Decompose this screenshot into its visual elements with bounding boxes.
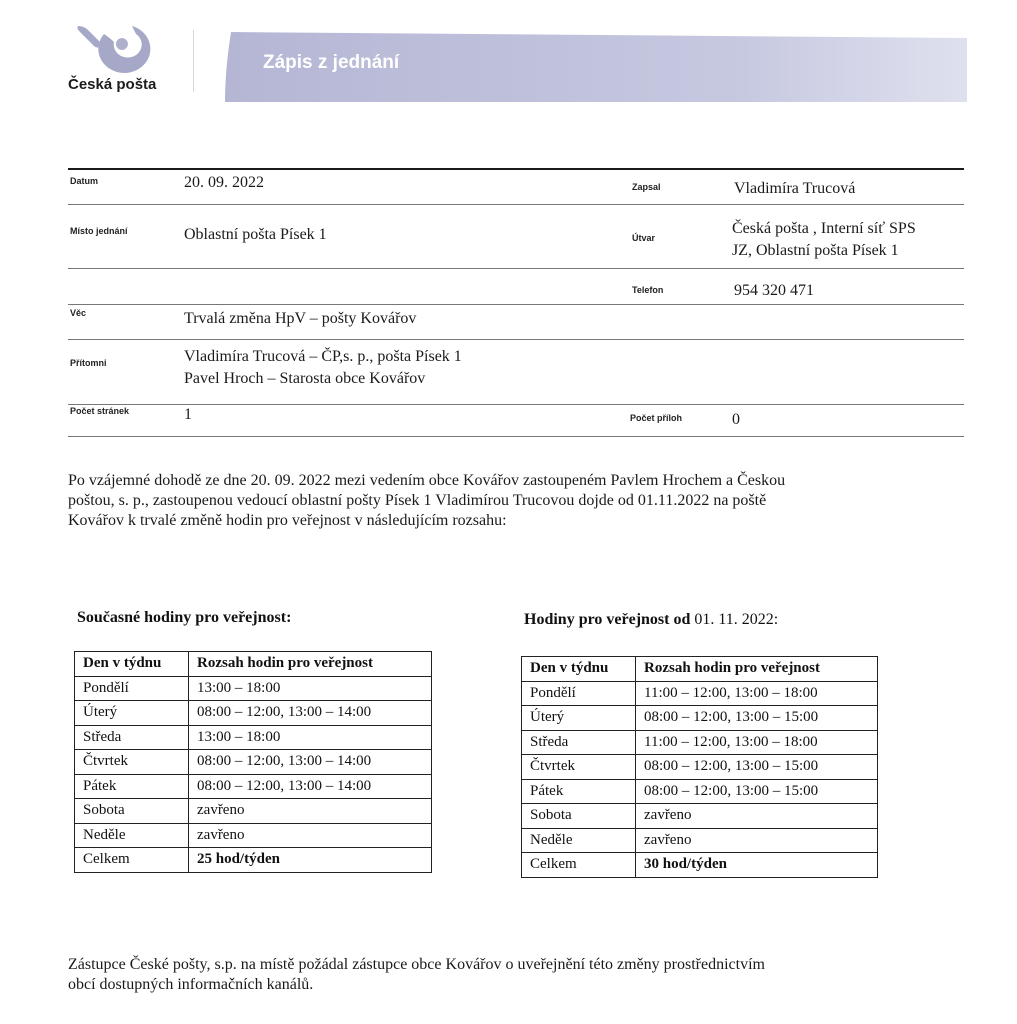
new-schedule-table xyxy=(521,656,878,878)
pocet-stranek-label: Počet stránek xyxy=(70,406,130,416)
info-row-divider xyxy=(68,339,964,340)
pocet-priloh-label: Počet příloh xyxy=(630,413,683,423)
header-divider xyxy=(193,30,194,92)
hours-cell: 13:00 – 18:00 xyxy=(189,676,432,701)
day-cell: Středa xyxy=(75,725,189,750)
day-cell: Pátek xyxy=(522,779,636,804)
day-cell: Pondělí xyxy=(75,676,189,701)
hours-cell: 08:00 – 12:00, 13:00 – 14:00 xyxy=(189,750,432,775)
datum-value: 20. 09. 2022 xyxy=(184,174,264,191)
hours-cell: zavřeno xyxy=(636,828,878,853)
col-day-header: Den v týdnu xyxy=(75,652,189,677)
day-cell: Úterý xyxy=(75,701,189,726)
utvar-value-line1: Česká pošta , Interní síť SPS xyxy=(732,220,916,237)
hours-cell: zavřeno xyxy=(189,823,432,848)
table-row xyxy=(75,676,432,701)
table-row xyxy=(75,823,432,848)
vec-label: Věc xyxy=(70,308,87,318)
hours-cell: 13:00 – 18:00 xyxy=(189,725,432,750)
intro-line: poštou, s. p., zastoupenou vedoucí oblastní pošty Písek 1 Vladimírou Trucovou dojde od 01.11.2022 na poště xyxy=(68,492,767,509)
table-row xyxy=(75,725,432,750)
current-schedule-title xyxy=(77,609,291,627)
day-cell: Úterý xyxy=(522,706,636,731)
col-hours-header: Rozsah hodin pro veřejnost xyxy=(636,657,878,682)
intro-paragraph xyxy=(68,471,964,531)
ceska-posta-logo xyxy=(66,24,176,104)
new-schedule-rows xyxy=(522,681,878,853)
hours-cell: zavřeno xyxy=(636,804,878,829)
total-row xyxy=(522,853,878,878)
info-row-divider xyxy=(68,304,964,305)
intro-line: Po vzájemné dohodě ze dne 20. 09. 2022 mezi vedením obce Kovářov zastoupeném Pavlem Hrochem a Českou xyxy=(68,472,786,489)
day-cell: Středa xyxy=(522,730,636,755)
table-header-row xyxy=(75,652,432,677)
current-schedule-title-text: Současné hodiny pro veřejnost: xyxy=(77,609,292,626)
table-row xyxy=(522,804,878,829)
telefon-label: Telefon xyxy=(632,285,664,295)
hours-cell: zavřeno xyxy=(189,799,432,824)
misto-label: Místo jednání xyxy=(70,226,128,236)
new-schedule-title-date: 01. 11. 2022: xyxy=(694,611,779,628)
current-schedule-table xyxy=(74,651,432,873)
day-cell: Neděle xyxy=(75,823,189,848)
hours-cell: 11:00 – 12:00, 13:00 – 18:00 xyxy=(636,681,878,706)
day-cell: Pondělí xyxy=(522,681,636,706)
info-row-divider xyxy=(68,268,964,269)
col-day-header: Den v týdnu xyxy=(522,657,636,682)
zapsal-value: Vladimíra Trucová xyxy=(734,180,856,197)
hours-cell: 08:00 – 12:00, 13:00 – 14:00 xyxy=(189,774,432,799)
table-row xyxy=(522,730,878,755)
total-row xyxy=(75,848,432,873)
day-cell: Pátek xyxy=(75,774,189,799)
hours-cell: 08:00 – 12:00, 13:00 – 15:00 xyxy=(636,755,878,780)
table-row xyxy=(75,799,432,824)
current-schedule-rows xyxy=(75,676,432,848)
hours-cell: 08:00 – 12:00, 13:00 – 15:00 xyxy=(636,779,878,804)
total-label: Celkem xyxy=(75,848,189,873)
day-cell: Sobota xyxy=(522,804,636,829)
day-cell: Sobota xyxy=(75,799,189,824)
utvar-value-line2: JZ, Oblastní pošta Písek 1 xyxy=(732,242,899,259)
closing-line: Zástupce České pošty, s.p. na místě požádal zástupce obce Kovářov o uveřejnění této změny prostřednictvím xyxy=(68,956,765,973)
info-row-divider xyxy=(68,436,964,437)
banner-title: Zápis z jednání xyxy=(263,52,400,73)
logo-text: Česká pošta xyxy=(68,76,157,93)
hours-cell: 08:00 – 12:00, 13:00 – 15:00 xyxy=(636,706,878,731)
total-value: 25 hod/týden xyxy=(189,848,432,873)
table-header-row xyxy=(522,657,878,682)
posthorn-logo-icon xyxy=(74,24,166,74)
pritomni-line1: Vladimíra Trucová – ČP,s. p., pošta Písek 1 xyxy=(184,348,462,365)
datum-label: Datum xyxy=(70,176,99,186)
table-row xyxy=(522,706,878,731)
title-banner xyxy=(225,32,967,102)
day-cell: Čtvrtek xyxy=(75,750,189,775)
total-label: Celkem xyxy=(522,853,636,878)
hours-cell: 11:00 – 12:00, 13:00 – 18:00 xyxy=(636,730,878,755)
day-cell: Čtvrtek xyxy=(522,755,636,780)
closing-line: obcí dostupných informačních kanálů. xyxy=(68,976,314,993)
utvar-label: Útvar xyxy=(632,233,656,243)
table-row xyxy=(522,681,878,706)
table-row xyxy=(522,779,878,804)
pritomni-line2: Pavel Hroch – Starosta obce Kovářov xyxy=(184,370,426,387)
zapsal-label: Zapsal xyxy=(632,182,661,192)
pocet-stranek-value: 1 xyxy=(184,406,192,423)
table-row xyxy=(75,701,432,726)
new-schedule-title-text: Hodiny pro veřejnost od xyxy=(524,611,691,628)
info-row-divider xyxy=(68,404,964,405)
info-row-divider xyxy=(68,204,964,205)
vec-value: Trvalá změna HpV – pošty Kovářov xyxy=(184,310,417,327)
table-row xyxy=(75,774,432,799)
table-row xyxy=(522,828,878,853)
hours-cell: 08:00 – 12:00, 13:00 – 14:00 xyxy=(189,701,432,726)
table-row xyxy=(522,755,878,780)
pritomni-label: Přítomni xyxy=(70,358,107,368)
total-value: 30 hod/týden xyxy=(636,853,878,878)
telefon-value: 954 320 471 xyxy=(734,282,814,299)
closing-paragraph xyxy=(68,955,964,995)
misto-value: Oblastní pošta Písek 1 xyxy=(184,226,327,243)
table-row xyxy=(75,750,432,775)
intro-line: Kovářov k trvalé změně hodin pro veřejnost v následujícím rozsahu: xyxy=(68,512,507,529)
day-cell: Neděle xyxy=(522,828,636,853)
pocet-priloh-value: 0 xyxy=(732,411,740,428)
new-schedule-title xyxy=(524,611,778,629)
info-top-rule xyxy=(68,168,964,170)
col-hours-header: Rozsah hodin pro veřejnost xyxy=(189,652,432,677)
